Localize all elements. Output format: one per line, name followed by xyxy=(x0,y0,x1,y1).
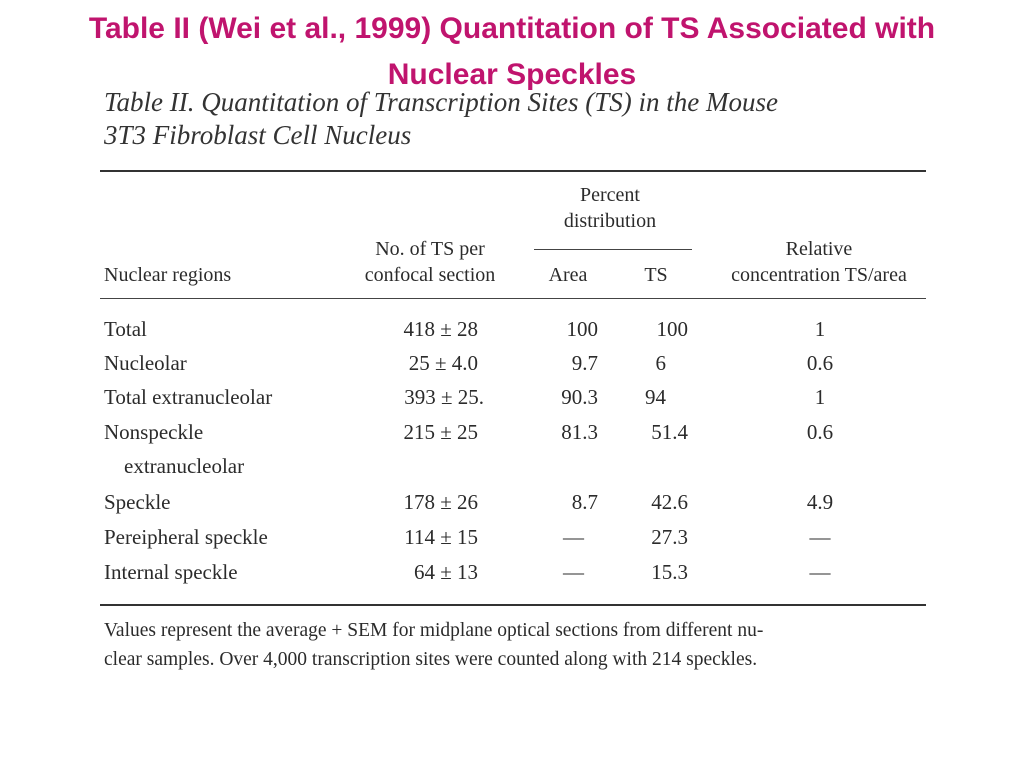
row-speckle-count: 178 ± 26 xyxy=(403,490,478,514)
row-speckle-area: 8.7 xyxy=(571,490,598,514)
header-relconc-line-1: Relative xyxy=(785,238,853,260)
table-footnote xyxy=(104,616,934,674)
header-count-line-2: confocal section xyxy=(364,264,496,286)
header-relconc-line-2: concentration TS/area xyxy=(731,264,907,286)
row-peripheral-speckle-area: — xyxy=(563,525,584,549)
header-bottom-rule xyxy=(100,298,926,299)
row-nonspeckle-region-line-2: extranucleolar xyxy=(124,454,245,478)
row-speckle-region: Speckle xyxy=(104,490,171,514)
row-total-rel: 1 xyxy=(814,317,826,341)
row-nucleolar-count: 25 ± 4.0 xyxy=(408,351,478,375)
row-nucleolar-rel: 0.6 xyxy=(806,351,834,375)
header-relative-concentration xyxy=(708,236,930,288)
row-peripheral-speckle-ts: 27.3 xyxy=(651,525,688,549)
row-nonspeckle-rel: 0.6 xyxy=(806,420,834,444)
header-percent-distribution xyxy=(530,182,690,234)
row-peripheral-speckle-count: 114 ± 15 xyxy=(404,525,478,549)
row-internal-speckle-count: 64 ± 13 xyxy=(413,560,478,584)
percent-subheader-rule xyxy=(534,249,692,250)
row-speckle-rel: 4.9 xyxy=(806,490,834,514)
row-peripheral-speckle-region: Pereipheral speckle xyxy=(104,525,268,549)
slide-title-line-1: Table II (Wei et al., 1999) Quantitation of TS Associated with xyxy=(88,12,936,45)
row-internal-speckle-ts: 15.3 xyxy=(651,560,688,584)
row-total-region: Total xyxy=(104,317,147,341)
row-nucleolar-area: 9.7 xyxy=(571,351,598,375)
row-internal-speckle-rel: — xyxy=(809,560,831,584)
row-nonspeckle-ts: 51.4 xyxy=(651,420,688,444)
table-top-rule xyxy=(100,170,926,172)
table-bottom-rule xyxy=(100,604,926,606)
header-ts: TS xyxy=(644,264,668,286)
table-caption-line-1: Table II. Quantitation of Transcription Sites (TS) in the Mouse xyxy=(104,87,779,117)
row-nonspeckle-region: Nonspeckle xyxy=(104,420,204,444)
row-total-extranucleolar-ts: 94 xyxy=(645,385,666,409)
table-caption-line-2: 3T3 Fibroblast Cell Nucleus xyxy=(104,120,412,150)
row-total-extranucleolar-region: Total extranucleolar xyxy=(104,385,273,409)
header-count-line-1: No. of TS per xyxy=(375,238,485,260)
row-speckle-ts: 42.6 xyxy=(651,490,688,514)
row-total-ts: 100 xyxy=(656,317,688,341)
header-area: Area xyxy=(548,264,588,286)
slide-title xyxy=(0,6,1024,98)
slide-title-line-2: Nuclear Speckles xyxy=(387,58,637,91)
row-total-extranucleolar-rel: 1 xyxy=(814,385,826,409)
table-figure xyxy=(100,86,930,670)
table-footnote-line-2: clear samples. Over 4,000 transcription sites were counted along with 214 speckles. xyxy=(104,649,758,670)
header-percent-line-1: Percent xyxy=(580,184,640,206)
row-nucleolar-ts: 6 xyxy=(655,351,666,375)
row-total-extranucleolar-area: 90.3 xyxy=(561,385,598,409)
table-footnote-line-1: Values represent the average + SEM for midplane optical sections from different nu- xyxy=(104,620,764,641)
row-internal-speckle-area: — xyxy=(563,560,584,584)
table-caption xyxy=(100,86,930,152)
row-peripheral-speckle-rel: — xyxy=(809,525,831,549)
row-total-area: 100 xyxy=(566,317,598,341)
header-nuclear-regions: Nuclear regions xyxy=(104,264,232,286)
row-total-count: 418 ± 28 xyxy=(403,317,478,341)
row-internal-speckle-region: Internal speckle xyxy=(104,560,238,584)
row-nucleolar-region: Nucleolar xyxy=(104,351,187,375)
header-percent-line-2: distribution xyxy=(563,210,657,232)
header-ts-per-section xyxy=(340,236,520,288)
row-nonspeckle-count: 215 ± 25 xyxy=(403,420,478,444)
row-nonspeckle-area: 81.3 xyxy=(561,420,598,444)
row-total-extranucleolar-count: 393 ± 25. xyxy=(404,385,484,409)
